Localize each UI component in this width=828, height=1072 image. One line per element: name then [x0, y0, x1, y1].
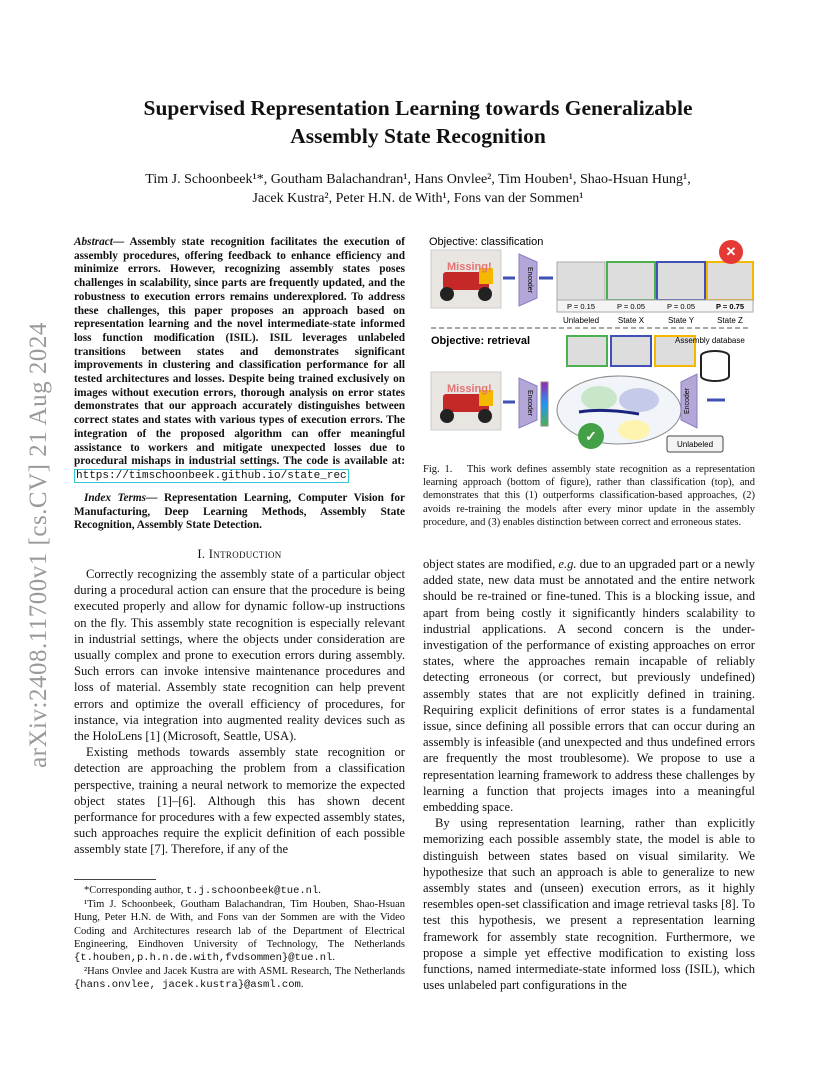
arxiv-sidebar — [22, 265, 56, 825]
abstract-text: — Assembly state recognition facilitates the execution of assembly procedures, offering feedback to enhance efficiency and minimize errors. However, recognizing assembly states poses challenges in scalability, since parts are frequently updated, and the robustness to execution errors remains underexplored. To address these challenges, this paper proposes an approach based on representation learning and the novel intermediate-state informed loss function modification (ISIL). ISIL leverages unlabeled transitions between states and demonstrates significant improvements in clustering and classification performance for all tested architectures and losses. Despite being trained exclusively on images without execution errors, thorough analysis on error states demonstrates that our approach accurately distinguishes between correct states and states with various types of execution errors. The integration of the proposed algorithm can offer meaningful assistance to workers and mitigate unexpected losses due to procedural mishaps in industrial settings. The code is available at: — [74, 236, 405, 468]
tile-state-z — [707, 262, 753, 300]
figure-caption — [423, 463, 755, 529]
label-state-x: State X — [617, 316, 645, 325]
title-line-1: Supervised Representation Learning towards Generalizable — [143, 96, 693, 120]
index-terms-label: Index Terms — [84, 492, 147, 504]
arxiv-identifier: arXiv:2408.11700v1 [cs.CV] 21 Aug 2024 — [25, 322, 52, 768]
author-list — [90, 170, 746, 208]
prob-state-z: P = 0.75 — [715, 302, 745, 311]
label-state-z: State Z — [717, 316, 743, 325]
db-tile-1 — [567, 336, 607, 366]
error-x-glyph: ✕ — [725, 244, 737, 259]
paper-title — [100, 94, 736, 150]
footnotes — [74, 884, 405, 993]
prob-state-y: P = 0.05 — [666, 302, 696, 311]
cluster-green — [581, 386, 617, 410]
title-line-2: Assembly State Recognition — [290, 124, 546, 148]
label-unlabeled: Unlabeled — [562, 316, 600, 325]
authors-line-1: Tim J. Schoonbeek¹*, Goutham Balachandran¹, Hans Onvlee², Tim Houben¹, Shao-Hsuan Hung¹, — [145, 172, 691, 187]
abstract — [74, 236, 405, 484]
tile-state-y — [657, 262, 705, 300]
missing-label-top: Missing! — [447, 261, 492, 273]
fig-title-retrieval: Objective: retrieval — [431, 335, 531, 347]
abstract-label: Abstract — [74, 236, 113, 248]
check-glyph: ✓ — [585, 428, 597, 444]
wheel — [440, 409, 454, 423]
index-terms — [74, 492, 405, 533]
tile-unlabeled — [557, 262, 605, 300]
right-paragraph-2: By using representation learning, rather than explicitly memorizing each possible assembly state, the model is able to distinguish between states based on visual similarity. We hypothesize that such an approach is able to generalize to new assembly states and (unseen) execution errors, as it highly resembles open-set classification and image retrieval tasks [8]. To test this hypothesis, we present a representation learning framework for assembly state recognition. Furthermore, we propose a simple yet effective modification to existing loss functions, named intermediate-state informed loss (ISIL), which uses unlabeled part configurations in the — [423, 816, 755, 993]
affiliation-2-emails: {hans.onvlee, jacek.kustra}@asml.com — [74, 979, 301, 992]
unlabeled-box-label: Unlabeled — [676, 440, 714, 449]
fig-title-classification: Objective: classification — [429, 236, 544, 248]
right-column-body — [423, 556, 755, 993]
encoder-label-db: Encoder — [684, 387, 691, 415]
label-state-y: State Y — [667, 316, 695, 325]
code-url-link[interactable]: https://timschoonbeek.github.io/state_rec — [76, 469, 347, 482]
corresponding-email: t.j.schoonbeek@tue.nl — [185, 885, 319, 897]
wheel — [478, 409, 492, 423]
missing-label-bottom: Missing! — [447, 383, 492, 395]
right-paragraph-1: object states are modified, e.g. due to an upgraded part or a newly added state, new data must be annotated and the entire network should be re-trained or fine-tuned. This is a blocking issue, and apart from being costly it significantly hinders scalability to industrial applications. A second concern is the under-investigation of the performance of existing approaches on error states, where the approaches remain incapable of reliably detecting erroneous (or correct, but previously undefined) assembly states that are not explicitly defined in training. Requiring explicit definitions of error states is a fundamental issue, since defining all possible errors that can occur during an assembly is infeasible (and unexpected and thus undefined errors are frequently the most troublesome). We propose to use a representation learning framework to address these challenges by learning a function that projects images into a meaningful embedding space. — [423, 557, 755, 815]
index-terms-text: — Representation Learning, Computer Vision for Manufacturing, Deep Learning Methods, Assembly State Recognition, Assembly State Detection. — [74, 492, 405, 532]
encoder-label-top: Encoder — [526, 266, 533, 294]
affiliation-1-emails: {t.houben,p.h.n.de.with,fvdsommen}@tue.nl — [74, 952, 333, 965]
section-heading: I. Introduction — [197, 547, 282, 561]
footnote-affiliation-1: ¹Tim J. Schoonbeek, Goutham Balachandran, Tim Houben, Shao-Hsuan Hung, Peter H.N. de With, and Fons van der Sommen are with the Video Coding and Architectures research lab of the Department of Electrical Engineering, Eindhoven University of Technology, The Netherlands {t.houben,p.h.n.de.with,fvdsommen}@tue.nl. — [74, 899, 405, 965]
footnote-corresponding: *Corresponding author, t.j.schoonbeek@tue.nl. — [84, 885, 321, 897]
assembly-database-label: Assembly database — [675, 336, 745, 345]
wheel — [440, 287, 454, 301]
embedding-vector — [541, 382, 548, 426]
prob-state-x: P = 0.05 — [616, 302, 646, 311]
footnote-rule — [74, 879, 156, 880]
figure-1 — [429, 232, 755, 458]
authors-line-2: Jacek Kustra², Peter H.N. de With¹, Fons van der Sommen¹ — [252, 191, 584, 206]
cluster-blue — [619, 388, 659, 412]
db-tile-2 — [611, 336, 651, 366]
wheel — [478, 287, 492, 301]
tile-state-x — [607, 262, 655, 300]
footnote-affiliation-2: ²Hans Onvlee and Jacek Kustra are with ASML Research, The Netherlands {hans.onvlee, jacek.kustra}@asml.com. — [74, 966, 405, 992]
encoder-label-bottom: Encoder — [526, 389, 533, 417]
caption-label: Fig. 1. — [423, 464, 453, 475]
cluster-yellow — [618, 420, 650, 440]
introduction-body — [74, 566, 405, 858]
prob-unlabeled: P = 0.15 — [566, 302, 596, 311]
intro-paragraph-1: Correctly recognizing the assembly state of a particular object during a procedural action can ensure that the procedure is being executed properly and allow for dynamic follow-up instructions on the fly. This assembly state recognition is especially relevant in industrial settings, where the objects under consideration are usually complex and prone to execution errors during assembly. Such errors can invoke intensive maintenance procedures and loss of material. Assembly state recognition can help prevent errors and optimize the overall efficiency of procedures, for instance, via integration into augmented reality devices such as the HoloLens [1] (Microsoft, Seattle, USA). — [74, 567, 405, 744]
intro-paragraph-2: Existing methods towards assembly state recognition or detection are approaching the problem from a classification perspective, training a neural network to memorize the expected object states [1]–[6]. Although this has shown decent performance for procedures with a few expected assembly states, such approaches require the explicit definition of each possible assembly state [7]. Therefore, if any of the — [74, 745, 405, 857]
database-icon-body — [701, 356, 729, 381]
caption-text: This work defines assembly state recognition as a representation learning approach (bottom of figure), rather than classification (top), and demonstrates that this (1) outperforms classification-based approaches, (2) avoids re-training the models after every minor update in the assembly procedure, and (3) enables distinction between correct and erroneous states. — [423, 464, 756, 528]
